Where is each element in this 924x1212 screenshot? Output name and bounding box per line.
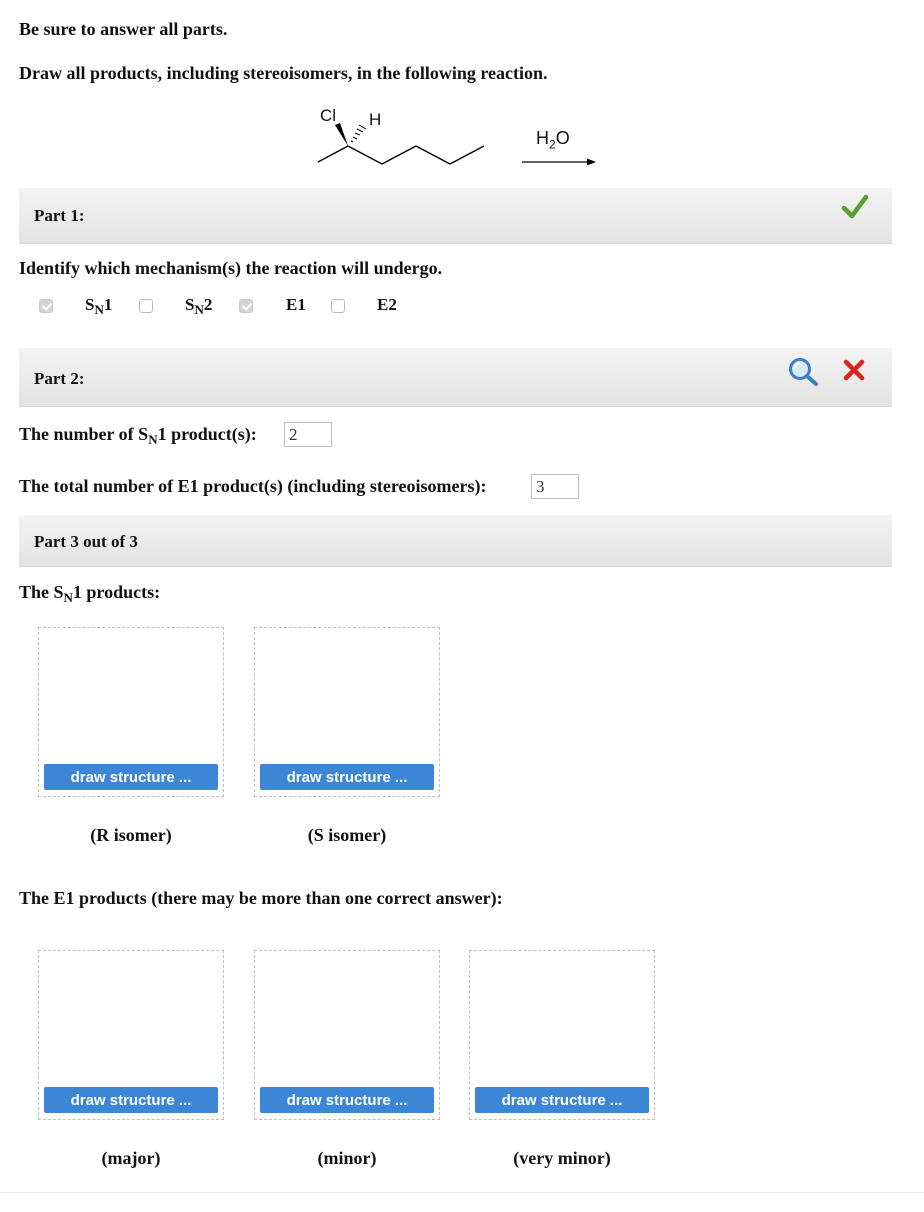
- part1-header: [19, 188, 892, 244]
- caption-r-isomer: (R isomer): [90, 825, 172, 845]
- caption-s-isomer: (S isomer): [307, 825, 387, 845]
- x-mark-icon: [842, 358, 866, 382]
- sn1-count-question: The number of $S_N1$ product(s):: [19, 424, 257, 447]
- option-sn2-label: $S_N2$: [185, 295, 213, 317]
- bottom-divider: [0, 1192, 924, 1193]
- reaction-scheme: [300, 100, 620, 190]
- option-e1-label: E1: [286, 295, 306, 314]
- e1-products-heading: The E1 products (there may be more than one correct answer):: [19, 888, 503, 908]
- part1-label: Part 1:: [34, 206, 85, 225]
- option-e2-label: E2: [377, 295, 397, 314]
- skeletal-structure: [300, 100, 620, 190]
- instruction-answer-all: Be sure to answer all parts.: [19, 19, 228, 39]
- sn1-count-input[interactable]: 2: [284, 422, 332, 447]
- reagent-water: $H_2O$: [536, 128, 570, 152]
- checkbox-sn2[interactable]: [139, 299, 153, 313]
- checkbox-sn1[interactable]: [39, 299, 53, 313]
- part2-header: [19, 348, 892, 407]
- part2-label: Part 2:: [34, 369, 85, 388]
- e1-count-input[interactable]: 3: [531, 474, 579, 499]
- checkbox-e2[interactable]: [331, 299, 345, 313]
- part3-label: Part 3 out of 3: [34, 532, 138, 551]
- hydrogen-label: H: [369, 110, 382, 129]
- e1-count-question: The total number of E1 product(s) (including stereoisomers):: [19, 476, 487, 496]
- drawing-area-sn1-s[interactable]: [254, 627, 440, 797]
- draw-structure-button[interactable]: draw structure ...: [260, 764, 434, 790]
- draw-structure-button[interactable]: draw structure ...: [44, 1087, 218, 1113]
- draw-structure-button[interactable]: draw structure ...: [44, 764, 218, 790]
- drawing-area-e1-minor[interactable]: [254, 950, 440, 1120]
- sn1-products-heading: The $S_N1$ products:: [19, 582, 161, 605]
- caption-major: (major): [101, 1148, 161, 1168]
- drawing-area-sn1-r[interactable]: [38, 627, 224, 797]
- drawing-area-e1-major[interactable]: [38, 950, 224, 1120]
- checkmark-icon: [841, 194, 869, 220]
- draw-structure-button[interactable]: draw structure ...: [475, 1087, 649, 1113]
- part1-question: Identify which mechanism(s) the reaction will undergo.: [19, 258, 443, 278]
- part3-header: [19, 515, 892, 567]
- draw-structure-button[interactable]: draw structure ...: [260, 1087, 434, 1113]
- checkbox-e1[interactable]: [239, 299, 253, 313]
- instruction-draw-products: Draw all products, including stereoisomers, in the following reaction.: [19, 63, 548, 83]
- caption-very-minor: (very minor): [513, 1148, 611, 1168]
- magnifier-icon[interactable]: [787, 356, 821, 386]
- drawing-area-e1-very-minor[interactable]: [469, 950, 655, 1120]
- chlorine-label: Cl: [320, 106, 337, 125]
- option-sn1-label: $S_N1$: [85, 295, 113, 317]
- caption-minor: (minor): [317, 1148, 377, 1168]
